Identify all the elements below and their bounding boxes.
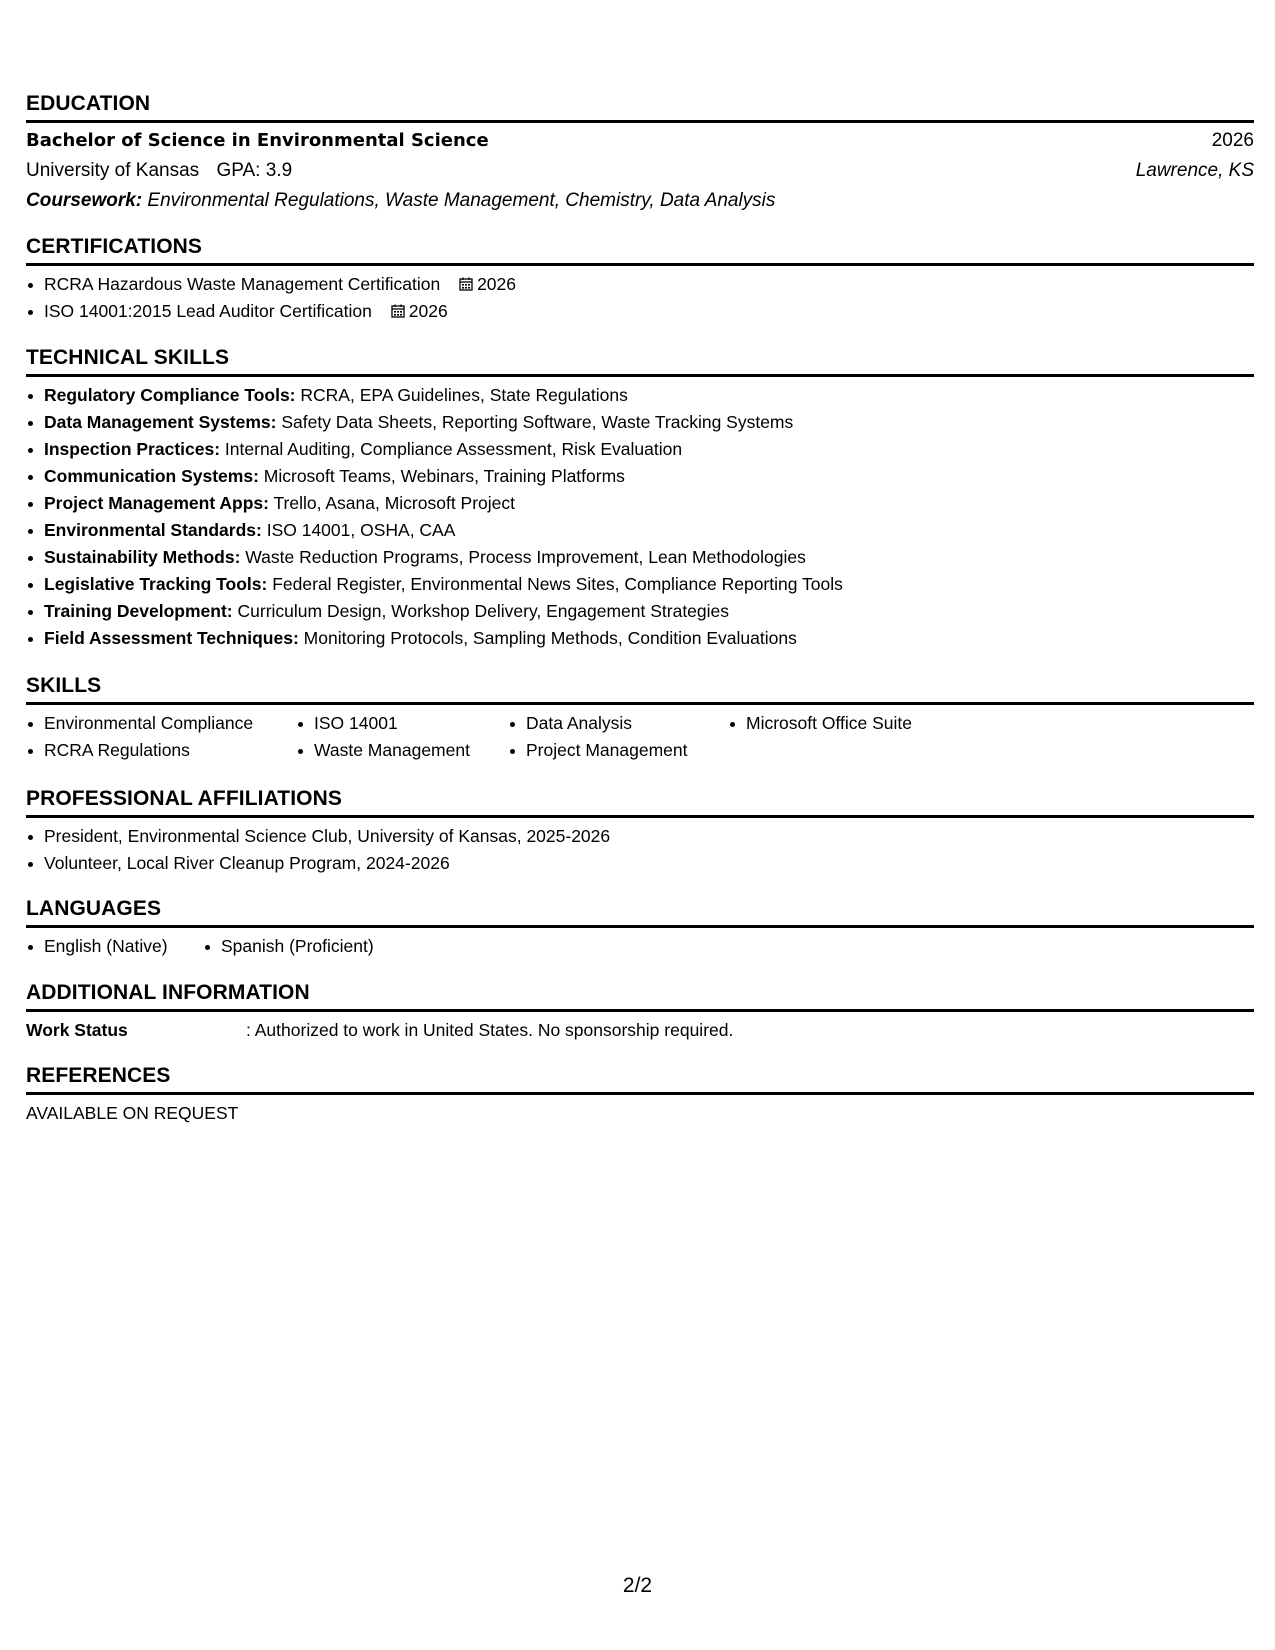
- skill-label: Inspection Practices:: [44, 439, 221, 459]
- certifications-list: [26, 271, 1254, 325]
- references-section: [26, 1064, 1254, 1127]
- technical-skills-list: [26, 382, 1254, 652]
- skill-label: Field Assessment Techniques:: [44, 628, 299, 648]
- skill-item: Waste Management: [296, 737, 470, 764]
- section-title-technical-skills: TECHNICAL SKILLS: [26, 346, 230, 369]
- work-status-label: Work Status: [26, 1020, 128, 1040]
- languages-section: [26, 897, 1254, 960]
- calendar-icon: [391, 304, 405, 318]
- section-title-certifications: CERTIFICATIONS: [26, 235, 203, 258]
- education-degree-row: [26, 126, 1254, 156]
- certification-item: [26, 298, 1254, 325]
- skill-item: Environmental Compliance: [26, 710, 253, 737]
- work-status-row: [26, 1017, 1254, 1044]
- section-title-affiliations: PROFESSIONAL AFFILIATIONS: [26, 787, 342, 810]
- section-rule: [26, 925, 1254, 928]
- work-status-value: : Authorized to work in United States. No sponsorship required.: [246, 1020, 734, 1040]
- skills-section: [26, 674, 1254, 764]
- section-title-education: EDUCATION: [26, 92, 151, 115]
- language-column: [26, 933, 168, 960]
- skill-value: Trello, Asana, Microsoft Project: [273, 493, 516, 513]
- section-rule: [26, 374, 1254, 377]
- technical-skill-item: [26, 571, 1254, 598]
- certification-item: [26, 271, 1254, 298]
- skill-value: ISO 14001, OSHA, CAA: [266, 520, 456, 540]
- skill-item: RCRA Regulations: [26, 737, 253, 764]
- technical-skill-item: [26, 436, 1254, 463]
- certification-year: 2026: [477, 274, 516, 294]
- technical-skill-item: [26, 382, 1254, 409]
- skill-label: Project Management Apps:: [44, 493, 269, 513]
- section-rule: [26, 120, 1254, 123]
- certification-year: 2026: [408, 301, 448, 321]
- section-rule: [26, 1009, 1254, 1012]
- technical-skill-item: [26, 463, 1254, 490]
- skill-item: Data Analysis: [508, 710, 687, 737]
- skill-value: Monitoring Protocols, Sampling Methods, Condition Evaluations: [303, 628, 797, 648]
- skills-column: [296, 710, 470, 764]
- section-rule: [26, 815, 1254, 818]
- education-degree: Bachelor of Science in Environmental Science: [26, 130, 489, 151]
- coursework-text: Environmental Regulations, Waste Management, Chemistry, Data Analysis: [147, 190, 776, 211]
- education-year: 2026: [1211, 130, 1254, 151]
- section-title-additional-info: ADDITIONAL INFORMATION: [26, 981, 310, 1004]
- education-coursework-row: [26, 186, 1254, 216]
- references-text: AVAILABLE ON REQUEST: [26, 1103, 239, 1123]
- language-item: Spanish (Proficient): [203, 933, 374, 960]
- skill-value: Safety Data Sheets, Reporting Software, Waste Tracking Systems: [281, 412, 794, 432]
- section-rule: [26, 1092, 1254, 1095]
- skill-value: RCRA, EPA Guidelines, State Regulations: [300, 385, 628, 405]
- language-column: [203, 933, 374, 960]
- language-item: English (Native): [26, 933, 168, 960]
- page-number: 2/2: [622, 1574, 653, 1597]
- technical-skill-item: [26, 517, 1254, 544]
- skill-label: Sustainability Methods:: [44, 547, 241, 567]
- section-title-references: REFERENCES: [26, 1064, 171, 1087]
- calendar-icon: [459, 277, 473, 291]
- technical-skills-section: [26, 346, 1254, 652]
- certifications-section: [26, 235, 1254, 325]
- education-section: [26, 92, 1254, 216]
- skill-item: Microsoft Office Suite: [728, 710, 912, 737]
- skills-column: [508, 710, 687, 764]
- technical-skill-item: [26, 544, 1254, 571]
- affiliations-list: [26, 823, 1254, 877]
- technical-skill-item: [26, 490, 1254, 517]
- education-school: University of Kansas: [26, 160, 200, 181]
- skill-value: Curriculum Design, Workshop Delivery, Engagement Strategies: [237, 601, 730, 621]
- section-rule: [26, 702, 1254, 705]
- skill-label: Communication Systems:: [44, 466, 259, 486]
- skills-grid: [26, 710, 1254, 764]
- affiliations-section: [26, 787, 1254, 877]
- skill-value: Federal Register, Environmental News Sites, Compliance Reporting Tools: [272, 574, 843, 594]
- skill-value: Internal Auditing, Compliance Assessment, Risk Evaluation: [224, 439, 683, 459]
- skill-value: Microsoft Teams, Webinars, Training Platforms: [263, 466, 625, 486]
- affiliation-item: Volunteer, Local River Cleanup Program, 2024-2026: [26, 850, 1254, 877]
- additional-info-section: [26, 981, 1254, 1044]
- skill-value: Waste Reduction Programs, Process Improvement, Lean Methodologies: [245, 547, 806, 567]
- affiliation-item: President, Environmental Science Club, University of Kansas, 2025-2026: [26, 823, 1254, 850]
- skill-label: Data Management Systems:: [44, 412, 277, 432]
- skill-label: Environmental Standards:: [44, 520, 262, 540]
- certification-name: ISO 14001:2015 Lead Auditor Certification: [44, 301, 372, 321]
- education-gpa: GPA: 3.9: [216, 160, 293, 181]
- skill-item: Project Management: [508, 737, 687, 764]
- certification-name: RCRA Hazardous Waste Management Certification: [44, 274, 441, 294]
- technical-skill-item: [26, 625, 1254, 652]
- technical-skill-item: [26, 598, 1254, 625]
- section-rule: [26, 263, 1254, 266]
- skill-label: Regulatory Compliance Tools:: [44, 385, 296, 405]
- coursework-label: Coursework:: [26, 190, 143, 211]
- skills-column: [728, 710, 912, 737]
- section-title-languages: LANGUAGES: [26, 897, 162, 920]
- skill-item: ISO 14001: [296, 710, 470, 737]
- skill-label: Legislative Tracking Tools:: [44, 574, 268, 594]
- education-location: Lawrence, KS: [1135, 160, 1254, 181]
- skills-column: [26, 710, 253, 764]
- technical-skill-item: [26, 409, 1254, 436]
- education-school-row: [26, 156, 1254, 186]
- languages-list: [26, 933, 1254, 960]
- skill-label: Training Development:: [44, 601, 233, 621]
- section-title-skills: SKILLS: [26, 674, 102, 697]
